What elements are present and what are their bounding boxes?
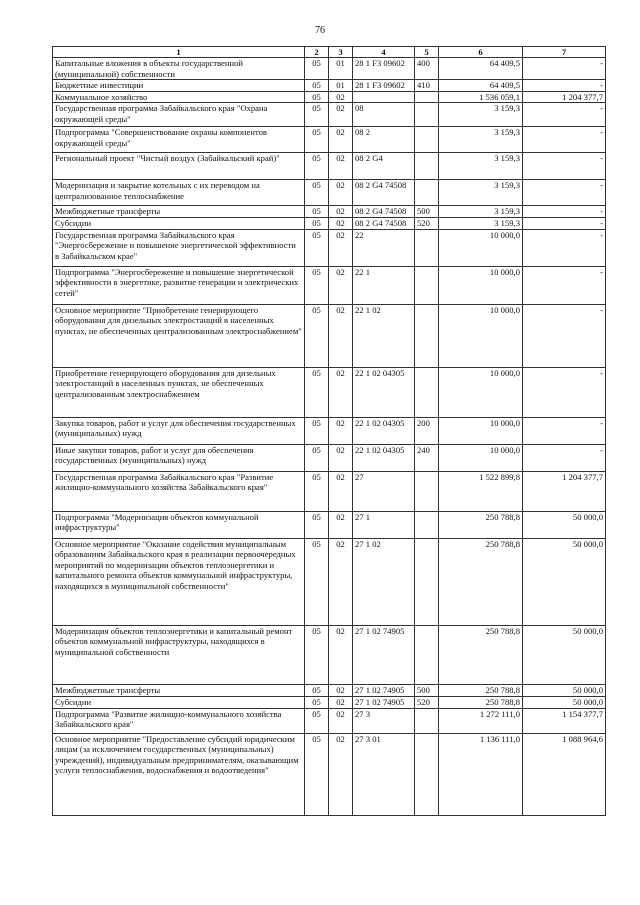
table-row xyxy=(53,684,606,696)
row-name: Государственная программа Забайкальского края "Энергосбережение и повышение энергетической эффективности в Забайкальском крае" xyxy=(53,229,305,266)
row-name: Государственная программа Забайкальского края "Развитие жилищно-коммунального хозяйства Забайкальского края" xyxy=(53,471,305,511)
row-amount: 1 272 111,0 xyxy=(439,708,523,733)
row-amount: 3 159,3 xyxy=(439,103,523,127)
row-amount2: - xyxy=(523,417,606,444)
row-section: 05 xyxy=(305,511,329,538)
table-row xyxy=(53,367,606,417)
header-col-section: 2 xyxy=(305,47,329,58)
row-section: 05 xyxy=(305,266,329,304)
row-subsection: 02 xyxy=(329,367,353,417)
row-exp-type xyxy=(415,733,439,815)
row-name: Подпрограмма "Развитие жилищно-коммунального хозяйства Забайкальского края" xyxy=(53,708,305,733)
row-exp-type xyxy=(415,511,439,538)
row-section: 05 xyxy=(305,91,329,103)
row-section: 05 xyxy=(305,708,329,733)
row-exp-type xyxy=(415,229,439,266)
row-section: 05 xyxy=(305,206,329,218)
row-amount2: - xyxy=(523,127,606,153)
row-target: 08 2 G4 xyxy=(353,153,415,180)
row-amount2: - xyxy=(523,217,606,229)
row-target xyxy=(353,91,415,103)
row-subsection: 02 xyxy=(329,206,353,218)
row-amount2: - xyxy=(523,58,606,80)
row-subsection: 02 xyxy=(329,127,353,153)
row-exp-type: 410 xyxy=(415,80,439,92)
table-row xyxy=(53,180,606,206)
row-amount: 3 159,3 xyxy=(439,180,523,206)
row-exp-type xyxy=(415,471,439,511)
row-target: 28 1 F3 09602 xyxy=(353,80,415,92)
row-amount2: 1 204 377,7 xyxy=(523,91,606,103)
row-target: 08 2 xyxy=(353,127,415,153)
row-amount: 10 000,0 xyxy=(439,444,523,471)
row-amount2: - xyxy=(523,229,606,266)
row-section: 05 xyxy=(305,229,329,266)
row-amount2: - xyxy=(523,180,606,206)
row-amount2: 50 000,0 xyxy=(523,511,606,538)
row-amount2: - xyxy=(523,80,606,92)
row-name: Основное мероприятие "Предоставление субсидий юридическим лицам (за исключением государственных (муниципальных) учреждений), индивидуальным предпринимателям, оказывающим услуги теплоснабжения, водоснабжения и водоотведения" xyxy=(53,733,305,815)
row-section: 05 xyxy=(305,471,329,511)
row-subsection: 02 xyxy=(329,684,353,696)
row-exp-type xyxy=(415,103,439,127)
table-row xyxy=(53,733,606,815)
row-exp-type: 240 xyxy=(415,444,439,471)
row-target: 27 1 02 74905 xyxy=(353,684,415,696)
row-amount: 3 159,3 xyxy=(439,127,523,153)
row-target: 22 xyxy=(353,229,415,266)
row-section: 05 xyxy=(305,304,329,367)
row-name: Подпрограмма "Совершенствование охраны компонентов окружающей среды" xyxy=(53,127,305,153)
row-subsection: 02 xyxy=(329,538,353,625)
row-subsection: 01 xyxy=(329,58,353,80)
row-target: 28 1 F3 09602 xyxy=(353,58,415,80)
table-row xyxy=(53,625,606,684)
row-name: Основное мероприятие "Приобретение генерирующего оборудования для дизельных электростанций в населенных пунктах, не обеспеченных централизованным электроснабжением" xyxy=(53,304,305,367)
row-amount2: - xyxy=(523,103,606,127)
row-section: 05 xyxy=(305,180,329,206)
row-subsection: 02 xyxy=(329,444,353,471)
row-subsection: 01 xyxy=(329,80,353,92)
row-section: 05 xyxy=(305,217,329,229)
row-exp-type xyxy=(415,708,439,733)
row-amount2: 1 204 377,7 xyxy=(523,471,606,511)
table-row xyxy=(53,444,606,471)
row-name: Субсидии xyxy=(53,217,305,229)
row-target: 27 1 02 74905 xyxy=(353,696,415,708)
row-name: Субсидии xyxy=(53,696,305,708)
row-amount2: 1 088 964,6 xyxy=(523,733,606,815)
row-section: 05 xyxy=(305,444,329,471)
row-name: Основное мероприятие "Оказание содействия муниципальным образованиям Забайкальского края в реализации первоочередных мероприятий по модернизации объектов теплоэнергетики и капитального ремонта объектов коммунальной инфраструктуры, находящихся в муниципальной собственности" xyxy=(53,538,305,625)
row-exp-type xyxy=(415,304,439,367)
row-amount2: 50 000,0 xyxy=(523,538,606,625)
row-amount: 3 159,3 xyxy=(439,217,523,229)
row-target: 27 1 xyxy=(353,511,415,538)
row-amount: 250 788,8 xyxy=(439,625,523,684)
row-target: 27 3 01 xyxy=(353,733,415,815)
table-row xyxy=(53,91,606,103)
row-amount: 64 409,5 xyxy=(439,80,523,92)
row-section: 05 xyxy=(305,58,329,80)
row-section: 05 xyxy=(305,417,329,444)
row-name: Межбюджетные трансферты xyxy=(53,206,305,218)
row-amount: 10 000,0 xyxy=(439,304,523,367)
row-amount: 250 788,8 xyxy=(439,511,523,538)
table-row xyxy=(53,103,606,127)
header-col-exp-type: 5 xyxy=(415,47,439,58)
row-section: 05 xyxy=(305,80,329,92)
header-col-target: 4 xyxy=(353,47,415,58)
row-exp-type xyxy=(415,367,439,417)
table-row xyxy=(53,229,606,266)
row-subsection: 02 xyxy=(329,217,353,229)
row-amount2: - xyxy=(523,304,606,367)
row-target: 08 2 G4 74508 xyxy=(353,180,415,206)
row-amount: 1 536 059,1 xyxy=(439,91,523,103)
row-name: Подпрограмма "Энергосбережение и повышение энергетической эффективности в энергетике, развитие генерации и электрических сетей" xyxy=(53,266,305,304)
row-amount2: 50 000,0 xyxy=(523,625,606,684)
table-row xyxy=(53,708,606,733)
row-exp-type xyxy=(415,266,439,304)
row-section: 05 xyxy=(305,696,329,708)
row-section: 05 xyxy=(305,625,329,684)
header-col-subsection: 3 xyxy=(329,47,353,58)
row-amount: 1 522 899,8 xyxy=(439,471,523,511)
row-amount2: - xyxy=(523,266,606,304)
row-subsection: 02 xyxy=(329,708,353,733)
row-subsection: 02 xyxy=(329,471,353,511)
row-exp-type xyxy=(415,538,439,625)
row-amount: 10 000,0 xyxy=(439,229,523,266)
row-target: 22 1 xyxy=(353,266,415,304)
row-amount2: - xyxy=(523,444,606,471)
row-amount2: - xyxy=(523,367,606,417)
row-amount: 10 000,0 xyxy=(439,417,523,444)
row-target: 08 2 G4 74508 xyxy=(353,206,415,218)
row-subsection: 02 xyxy=(329,625,353,684)
row-target: 22 1 02 04305 xyxy=(353,367,415,417)
row-section: 05 xyxy=(305,684,329,696)
table-row xyxy=(53,80,606,92)
header-col-name: 1 xyxy=(53,47,305,58)
row-section: 05 xyxy=(305,103,329,127)
row-amount2: - xyxy=(523,153,606,180)
row-name: Государственная программа Забайкальского края "Охрана окружающей среды" xyxy=(53,103,305,127)
row-exp-type: 500 xyxy=(415,206,439,218)
row-amount2: 50 000,0 xyxy=(523,696,606,708)
row-section: 05 xyxy=(305,367,329,417)
row-exp-type: 400 xyxy=(415,58,439,80)
row-section: 05 xyxy=(305,538,329,625)
row-name: Иные закупки товаров, работ и услуг для обеспечения государственных (муниципальных) нужд xyxy=(53,444,305,471)
table-row xyxy=(53,417,606,444)
row-name: Модернизация объектов теплоэнергетики и капитальный ремонт объектов коммунальной инфраструктуры, находящихся в муниципальной собственности xyxy=(53,625,305,684)
row-exp-type xyxy=(415,153,439,180)
header-row xyxy=(53,47,606,58)
row-exp-type: 520 xyxy=(415,217,439,229)
row-exp-type: 520 xyxy=(415,696,439,708)
row-target: 22 1 02 xyxy=(353,304,415,367)
row-name: Бюджетные инвестиции xyxy=(53,80,305,92)
row-amount: 250 788,8 xyxy=(439,684,523,696)
table-row xyxy=(53,304,606,367)
row-subsection: 02 xyxy=(329,229,353,266)
table-row xyxy=(53,696,606,708)
row-name: Модернизация и закрытие котельных с их переводом на централизованное теплоснабжение xyxy=(53,180,305,206)
row-name: Подпрограмма "Модернизация объектов коммунальной инфраструктуры" xyxy=(53,511,305,538)
header-col-amount2: 7 xyxy=(523,47,606,58)
row-amount: 250 788,8 xyxy=(439,696,523,708)
row-name: Закупка товаров, работ и услуг для обеспечения государственных (муниципальных) нужд xyxy=(53,417,305,444)
row-amount: 3 159,3 xyxy=(439,206,523,218)
row-subsection: 02 xyxy=(329,180,353,206)
row-target: 22 1 02 04305 xyxy=(353,417,415,444)
row-section: 05 xyxy=(305,733,329,815)
budget-table xyxy=(52,46,606,816)
row-name: Региональный проект "Чистый воздух (Забайкальский край)" xyxy=(53,153,305,180)
row-amount2: 1 154 377,7 xyxy=(523,708,606,733)
row-subsection: 02 xyxy=(329,304,353,367)
row-section: 05 xyxy=(305,127,329,153)
row-name: Приобретение генерирующего оборудования для дизельных электростанций в населенных пунктах, не обеспеченных централизованным электроснабжением xyxy=(53,367,305,417)
row-amount2: - xyxy=(523,206,606,218)
row-amount2: 50 000,0 xyxy=(523,684,606,696)
row-subsection: 02 xyxy=(329,417,353,444)
header-col-amount: 6 xyxy=(439,47,523,58)
page-number: 76 xyxy=(315,25,325,36)
table-row xyxy=(53,153,606,180)
table-row xyxy=(53,217,606,229)
row-name: Коммунальное хозяйство xyxy=(53,91,305,103)
row-section: 05 xyxy=(305,153,329,180)
row-exp-type xyxy=(415,180,439,206)
row-target: 08 2 G4 74508 xyxy=(353,217,415,229)
table-row xyxy=(53,266,606,304)
row-amount: 10 000,0 xyxy=(439,266,523,304)
row-subsection: 02 xyxy=(329,266,353,304)
row-exp-type xyxy=(415,127,439,153)
row-target: 27 1 02 74905 xyxy=(353,625,415,684)
row-amount: 250 788,8 xyxy=(439,538,523,625)
row-amount: 3 159,3 xyxy=(439,153,523,180)
row-exp-type: 200 xyxy=(415,417,439,444)
row-exp-type: 500 xyxy=(415,684,439,696)
row-target: 27 1 02 xyxy=(353,538,415,625)
row-target: 27 xyxy=(353,471,415,511)
table-row xyxy=(53,58,606,80)
row-subsection: 02 xyxy=(329,153,353,180)
row-subsection: 02 xyxy=(329,511,353,538)
table-row xyxy=(53,127,606,153)
row-amount: 1 136 111,0 xyxy=(439,733,523,815)
row-subsection: 02 xyxy=(329,696,353,708)
table-row xyxy=(53,511,606,538)
table-row xyxy=(53,471,606,511)
row-target: 27 3 xyxy=(353,708,415,733)
row-name: Капитальные вложения в объекты государственной (муниципальной) собственности xyxy=(53,58,305,80)
row-subsection: 02 xyxy=(329,103,353,127)
row-exp-type xyxy=(415,91,439,103)
row-subsection: 02 xyxy=(329,733,353,815)
row-name: Межбюджетные трансферты xyxy=(53,684,305,696)
row-amount: 64 409,5 xyxy=(439,58,523,80)
table-row xyxy=(53,206,606,218)
row-exp-type xyxy=(415,625,439,684)
row-target: 22 1 02 04305 xyxy=(353,444,415,471)
row-target: 08 xyxy=(353,103,415,127)
row-amount: 10 000,0 xyxy=(439,367,523,417)
row-subsection: 02 xyxy=(329,91,353,103)
table-row xyxy=(53,538,606,625)
